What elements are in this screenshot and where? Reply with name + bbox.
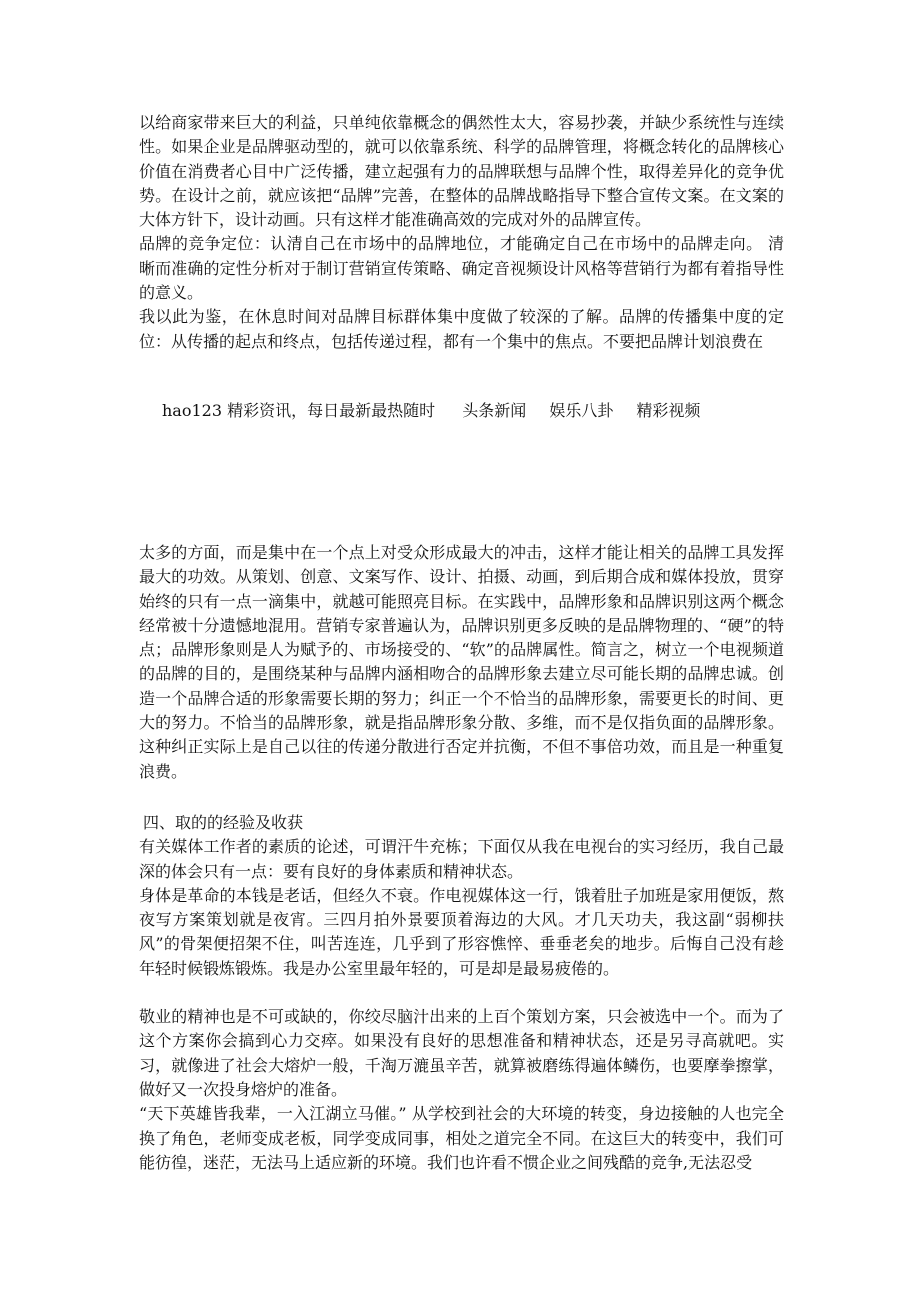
- ad-link-entertainment[interactable]: 娱乐八卦: [549, 401, 614, 420]
- ad-link-headlines[interactable]: 头条新闻: [462, 401, 527, 420]
- section-heading: 四、取的的经验及收获: [143, 813, 304, 832]
- paragraph: 有关媒体工作者的素质的论述，可谓汗牛充栋；下面仅从我在电视台的实习经历，我自己最深的体会只有一点：要有良好的身体素质和精神状态。: [139, 837, 784, 881]
- paragraph: 敬业的精神也是不可或缺的，你绞尽脑汁出来的上百个策划方案，只会被选中一个。而为了这个方案你会搞到心力交瘁。如果没有良好的思想准备和精神状态，还是另寻高就吧。实习，就像进了社会大熔炉一般，千淘万漉虽辛苦，就算被磨练得遍体鳞伤，也要摩拳擦掌，做好又一次投身熔炉的准备。: [139, 1007, 784, 1099]
- text-block-top: [139, 111, 784, 354]
- paragraph: 太多的方面，而是集中在一个点上对受众形成最大的冲击，这样才能让相关的品牌工具发挥最大的功效。从策划、创意、文案写作、设计、拍摄、动画，到后期合成和媒体投放，贯穿始终的只有一点一滴集中，就越可能照亮目标。在实践中，品牌形象和品牌识别这两个概念经常被十分遗憾地混用。营销专家普遍认为，品牌识别更多反映的是品牌物理的、“硬”的特点；品牌形象则是人为赋予的、市场接受的、“软”的品牌属性。简言之，树立一个电视频道的品牌的目的，是围绕某种与品牌内涵相吻合的品牌形象去建立尽可能长期的品牌忠诚。创造一个品牌合适的形象需要长期的努力；纠正一个不恰当的品牌形象，需要更长的时间、更大的努力。不恰当的品牌形象，就是指品牌形象分散、多维，而不是仅指负面的品牌形象。这种纠正实际上是自己以往的传递分散进行否定并抗衡，不但不事倍功效，而且是一种重复浪费。: [139, 543, 784, 781]
- paragraph: 以给商家带来巨大的利益，只单纯依靠概念的偶然性太大，容易抄袭，并缺少系统性与连续性。如果企业是品牌驱动型的，就可以依靠系统、科学的品牌管理，将概念转化的品牌核心价值在消费者心目中广泛传播，建立起强有力的品牌联想与品牌个性，取得差异化的竞争优势。在设计之前，就应该把“品牌”完善，在整体的品牌战略指导下整合宣传文案。在文案的大体方针下，设计动画。只有这样才能准确高效的完成对外的品牌宣传。: [139, 113, 784, 230]
- paragraph: 身体是革命的本钱是老话，但经久不衰。作电视媒体这一行，饿着肚子加班是家用便饭，熬夜写方案策划就是夜宵。三四月拍外景要顶着海边的大风。才几天功夫，我这副“弱柳扶风”的骨架便招架不住，叫苦连连，几乎到了形容憔悴、垂垂老矣的地步。后悔自己没有趁年轻时候锻炼锻炼。我是办公室里最年轻的，可是却是最易疲倦的。: [139, 885, 784, 978]
- ad-link-videos[interactable]: 精彩视频: [636, 401, 701, 420]
- text-block-bottom: [139, 811, 784, 1175]
- paragraph: “天下英雄皆我辈，一入江湖立马催。” 从学校到社会的大环境的转变，身边接触的人也完全换了角色，老师变成老板，同学变成同事，相处之道完全不同。在这巨大的转变中，我们可能彷徨，迷茫，无法马上适应新的环境。我们也许看不惯企业之间残酷的竞争,无法忍受: [139, 1104, 784, 1172]
- paragraph: 品牌的竞争定位：认清自己在市场中的品牌地位，才能确定自己在市场中的品牌走向。 清晰而准确的定性分析对于制订营销宣传策略、确定音视频设计风格等营销行为都有着指导性的意义。: [139, 234, 784, 303]
- paragraph: 我以此为鉴，在休息时间对品牌目标群体集中度做了较深的了解。品牌的传播集中度的定位：从传播的起点和终点，包括传递过程，都有一个集中的焦点。不要把品牌计划浪费在: [139, 307, 784, 351]
- ad-lead-text: hao123 精彩资讯，每日最新最热随时: [162, 401, 436, 420]
- text-block-middle: [139, 541, 784, 784]
- ad-link-bar: [162, 399, 802, 423]
